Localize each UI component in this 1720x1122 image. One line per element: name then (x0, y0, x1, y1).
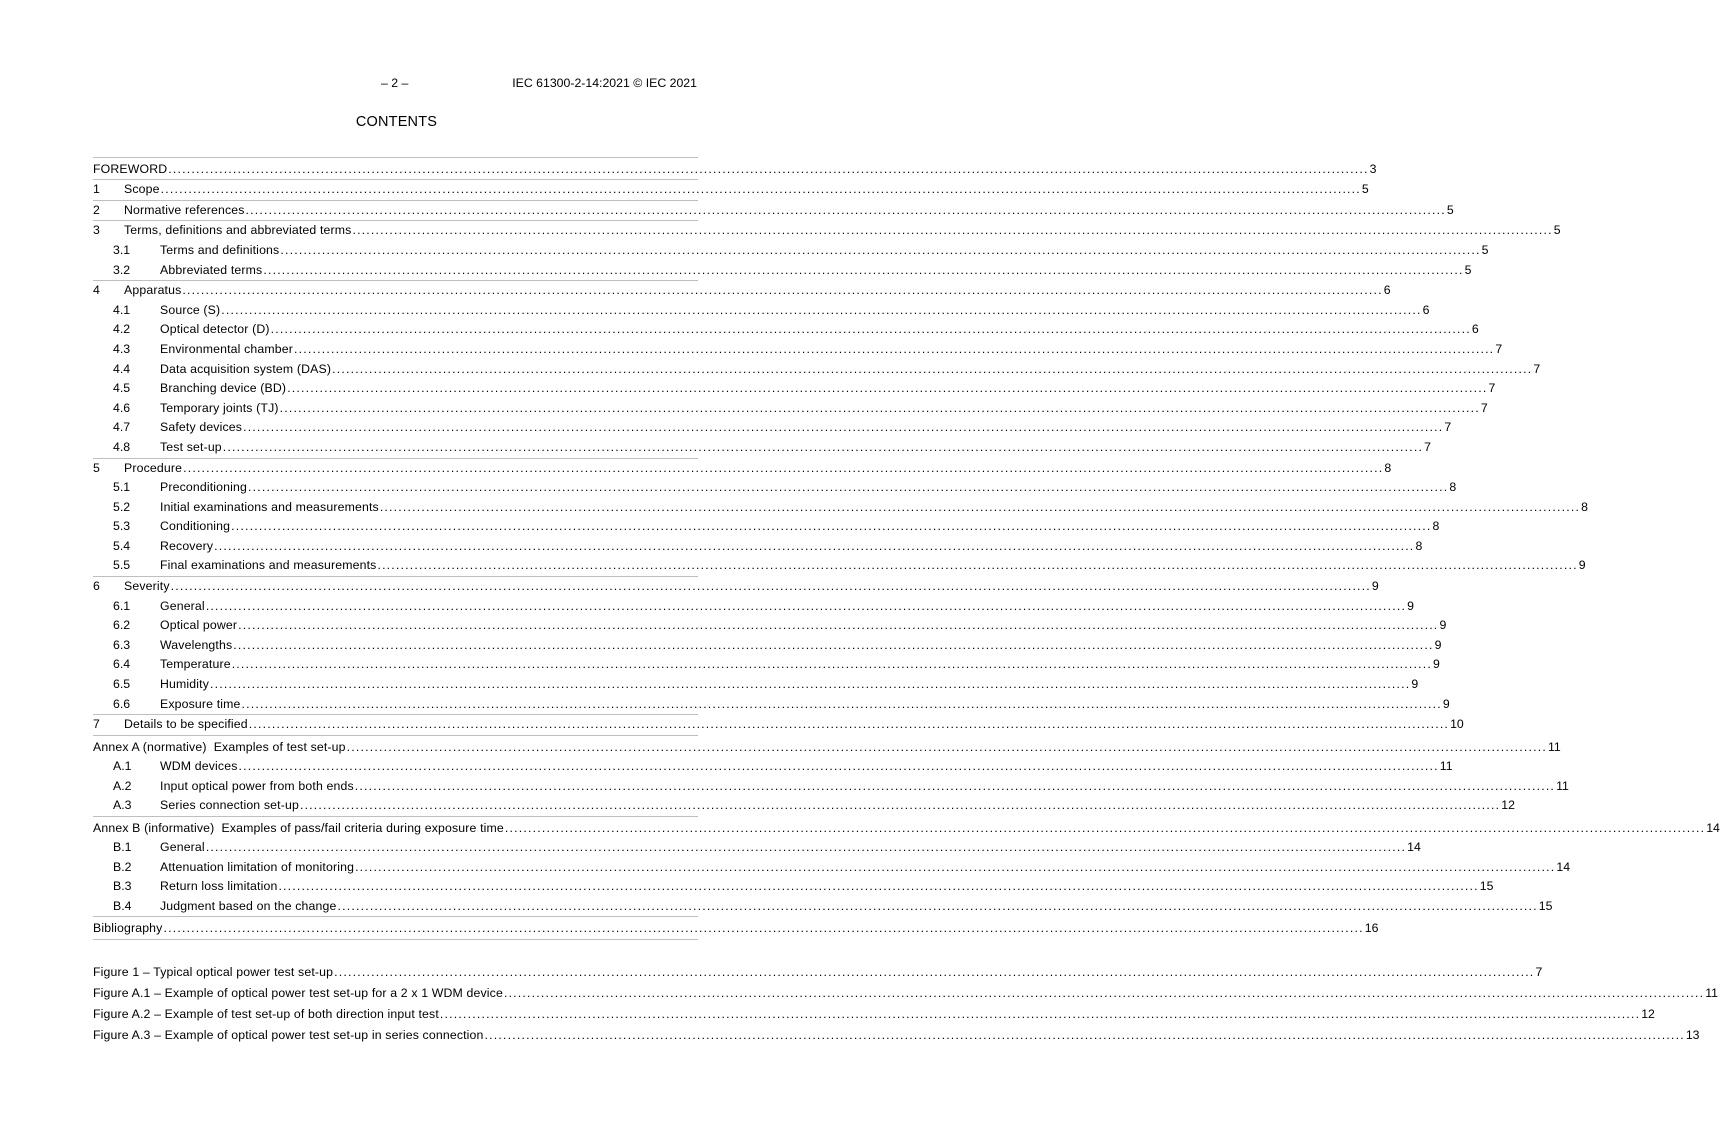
dot-leader: .................................................................................................................................................................................................................................................................... (238, 618, 1439, 633)
toc-entry-title: Attenuation limitation of monitoring (160, 859, 355, 874)
toc-entry-page: 8 (1384, 460, 1392, 475)
toc-entry-page: 8 (1581, 499, 1588, 514)
toc-entry-number: 6.5 (113, 677, 131, 692)
toc-entry-page: 9 (1439, 618, 1447, 633)
toc-entry-page: 6 (1471, 322, 1479, 337)
toc-entry-title: Humidity (160, 677, 210, 692)
toc-entry-title: Recovery (160, 538, 214, 553)
toc-entry-title: WDM devices (160, 759, 238, 773)
toc-entry-page: 13 (1685, 1028, 1700, 1042)
dot-leader: .................................................................................................................................................................................................................................................................... (160, 182, 1361, 197)
toc-entry-page: 7 (1444, 420, 1452, 435)
toc-entry-title: Abbreviated terms (160, 262, 263, 277)
toc-entry-title: Figure A.3 – Example of optical power test set-up in series connection (93, 1028, 484, 1042)
dot-leader: .................................................................................................................................................................................................................................................................... (484, 1028, 1685, 1042)
toc-entry-page: 7 (1533, 361, 1541, 376)
toc-entry-title: Temporary joints (TJ) (160, 400, 279, 415)
toc-entry-number: 1 (93, 182, 100, 197)
toc-entry[interactable] (93, 916, 1379, 938)
toc-entry[interactable] (93, 379, 1496, 399)
dot-leader: .................................................................................................................................................................................................................................................................... (439, 1007, 1641, 1021)
toc-entry-page: 10 (1450, 717, 1464, 732)
page-title: CONTENTS (355, 114, 438, 130)
toc-entry[interactable] (93, 179, 1369, 200)
dot-leader: .................................................................................................................................................................................................................................................................... (245, 202, 1446, 217)
dot-leader: .................................................................................................................................................................................................................................................................... (214, 538, 1415, 553)
dot-leader: .................................................................................................................................................................................................................................................................... (248, 480, 1449, 495)
toc-entry[interactable] (93, 877, 1494, 897)
dot-leader: .................................................................................................................................................................................................................................................................... (243, 420, 1444, 435)
toc-entry-page: 11 (1705, 986, 1719, 1000)
toc-entry-title: Figure 1 – Typical optical power test set-up (93, 965, 334, 979)
toc-entry-number: 5.5 (113, 558, 131, 573)
toc-entry-page: 9 (1432, 657, 1440, 672)
toc-entry-number: 6.3 (113, 637, 131, 652)
toc-entry[interactable] (93, 616, 1447, 636)
toc-entry-number: A.3 (113, 798, 132, 813)
toc-entry-page: 8 (1415, 538, 1423, 553)
toc-entry-number: 4.6 (113, 400, 131, 415)
toc-entry[interactable] (93, 714, 1464, 735)
toc-entry-page: 9 (1578, 558, 1586, 573)
toc-entry[interactable] (93, 200, 1454, 221)
toc-entry-page: 11 (1547, 739, 1561, 754)
toc-entry[interactable] (93, 695, 1450, 715)
dot-leader: .................................................................................................................................................................................................................................................................... (299, 798, 1501, 813)
toc-entry-title: Apparatus (124, 283, 182, 298)
toc-entry-page: 5 (1553, 223, 1561, 238)
toc-entry-title: Preconditioning (160, 480, 248, 495)
dot-leader: .................................................................................................................................................................................................................................................................... (279, 400, 1480, 415)
toc-entry-page: 14 (1407, 839, 1421, 854)
toc-entry-page: 5 (1446, 202, 1454, 217)
figure-entry[interactable] (93, 1004, 1655, 1025)
toc-entry[interactable] (93, 220, 1561, 241)
dot-leader: .................................................................................................................................................................................................................................................................... (183, 460, 1384, 475)
toc-entry[interactable] (93, 320, 1479, 340)
toc-entry-page: 12 (1641, 1007, 1655, 1021)
toc-entry-page: 15 (1538, 898, 1553, 913)
toc-entry-number: 2 (93, 202, 100, 217)
toc-entry-title: Annex B (informative) Examples of pass/fail criteria during exposure time (93, 820, 504, 835)
toc-entry-title: Bibliography (93, 921, 163, 936)
toc-entry-number: B.2 (113, 859, 132, 874)
dot-leader: .................................................................................................................................................................................................................................................................... (504, 820, 1706, 835)
dot-leader: .................................................................................................................................................................................................................................................................... (168, 162, 1369, 176)
toc-entry-title: Series connection set-up (160, 798, 299, 813)
toc-entry-title: Source (S) (160, 302, 221, 317)
dot-leader: .................................................................................................................................................................................................................................................................... (170, 579, 1371, 594)
toc-entry-page: 7 (1424, 439, 1431, 454)
dot-leader: .................................................................................................................................................................................................................................................................... (182, 283, 1383, 298)
dot-leader: .................................................................................................................................................................................................................................................................... (278, 879, 1479, 894)
toc-entry-title: Terms and definitions (160, 242, 280, 257)
toc-entry[interactable] (93, 675, 1419, 695)
toc-entry-page: 3 (1369, 162, 1377, 176)
toc-entry-title: Optical power (160, 618, 238, 633)
toc-entry-title: Conditioning (160, 519, 231, 534)
toc-entry[interactable] (93, 340, 1503, 360)
dot-leader: .................................................................................................................................................................................................................................................................... (205, 598, 1407, 613)
dot-leader: .................................................................................................................................................................................................................................................................... (270, 322, 1471, 337)
toc-entry-page: 15 (1479, 879, 1494, 894)
page-number: – 2 – (381, 76, 409, 90)
dot-leader: .................................................................................................................................................................................................................................................................... (379, 499, 1581, 514)
toc-entry[interactable] (93, 458, 1392, 479)
toc-entry-page: 11 (1556, 778, 1569, 793)
dot-leader: .................................................................................................................................................................................................................................................................... (221, 302, 1422, 317)
toc-entry-number: 6.4 (113, 657, 131, 672)
dot-leader: .................................................................................................................................................................................................................................................................... (222, 439, 1424, 454)
toc-entry-title: Figure A.2 – Example of test set-up of both direction input test (93, 1007, 439, 1021)
toc-entry-number: 4.3 (113, 341, 131, 356)
toc-entry-number: A.2 (113, 778, 132, 793)
toc-entry[interactable] (93, 399, 1488, 419)
toc-entry[interactable] (93, 655, 1440, 675)
toc-entry[interactable] (93, 838, 1421, 858)
toc-entry[interactable] (93, 418, 1452, 438)
toc-entry-number: 4.7 (113, 420, 131, 435)
toc-entry-title: Temperature (160, 657, 231, 672)
toc-entry-title: Exposure time (160, 696, 241, 711)
standard-reference: IEC 61300-2-14:2021 © IEC 2021 (512, 76, 697, 90)
dot-leader: .................................................................................................................................................................................................................................................................... (233, 637, 1434, 652)
toc-entry-page: 14 (1706, 820, 1720, 835)
toc-entry-title: Final examinations and measurements (160, 558, 377, 573)
toc-entry-page: 9 (1411, 677, 1419, 692)
toc-entry-page: 14 (1556, 859, 1571, 874)
dot-leader: .................................................................................................................................................................................................................................................................... (248, 717, 1450, 732)
toc-entry-title: Procedure (124, 460, 183, 475)
toc-entry-page: 7 (1535, 965, 1543, 979)
figure-entry[interactable] (93, 983, 1719, 1004)
toc-entry-page: 5 (1481, 242, 1489, 257)
toc-entry-title: Return loss limitation (160, 879, 278, 894)
toc-entry-title: Data acquisition system (DAS) (160, 361, 332, 376)
toc-entry[interactable] (93, 241, 1489, 261)
toc-entry[interactable] (93, 261, 1472, 281)
toc-entry-page: 9 (1371, 579, 1379, 594)
toc-entry-title: Optical detector (D) (160, 322, 270, 337)
dot-leader: .................................................................................................................................................................................................................................................................... (332, 361, 1533, 376)
toc-entry-number: B.3 (113, 879, 132, 894)
toc-entry-page: 6 (1422, 302, 1430, 317)
toc-entry-page: 7 (1495, 341, 1503, 356)
toc-entry-title: Input optical power from both ends (160, 778, 354, 793)
toc-entry-page: 9 (1442, 696, 1450, 711)
toc-entry-number: 5.2 (113, 499, 131, 514)
toc-entry[interactable] (93, 757, 1453, 777)
dot-leader: .................................................................................................................................................................................................................................................................... (354, 778, 1556, 793)
toc-entry-page: 11 (1439, 759, 1453, 773)
toc-entry[interactable] (93, 537, 1423, 557)
toc-entry-title: General (160, 598, 205, 613)
toc-entry-page: 5 (1464, 262, 1472, 277)
toc-entry-number: 4.4 (113, 361, 131, 376)
toc-entry-title: FOREWORD (93, 162, 168, 176)
toc-entry-page: 16 (1364, 921, 1379, 936)
dot-leader: .................................................................................................................................................................................................................................................................... (334, 965, 1535, 979)
toc-entry[interactable] (93, 576, 1379, 597)
toc-entry-title: General (160, 839, 205, 854)
toc-entry-number: 6.1 (113, 598, 131, 613)
toc-entry[interactable] (93, 517, 1440, 537)
toc-entry-title: Judgment based on the change (160, 898, 337, 913)
toc-entry[interactable] (93, 816, 1720, 838)
toc-entry[interactable] (93, 796, 1515, 816)
toc-entry-page: 8 (1449, 480, 1457, 495)
toc-entry[interactable] (93, 858, 1571, 878)
toc-entry-title: Details to be specified (124, 717, 248, 732)
toc-entry-number: 6.2 (113, 618, 131, 633)
toc-entry-number: A.1 (113, 759, 132, 773)
figure-entry[interactable] (93, 1025, 1700, 1046)
dot-leader: .................................................................................................................................................................................................................................................................... (337, 898, 1538, 913)
dot-leader: .................................................................................................................................................................................................................................................................... (231, 519, 1432, 534)
toc-entry-page: 9 (1434, 637, 1442, 652)
dot-leader: .................................................................................................................................................................................................................................................................... (210, 677, 1411, 692)
toc-entry[interactable] (93, 301, 1430, 321)
toc-entry-title: Figure A.1 – Example of optical power test set-up for a 2 x 1 WDM device (93, 986, 503, 1000)
toc-entry[interactable] (93, 157, 1377, 179)
toc-entry-number: 5 (93, 460, 100, 475)
toc-entry-number: 5.3 (113, 519, 131, 534)
toc-entry-title: Initial examinations and measurements (160, 499, 379, 514)
dot-leader: .................................................................................................................................................................................................................................................................... (231, 657, 1432, 672)
toc-entry-number: B.1 (113, 839, 132, 854)
toc-entry[interactable] (93, 735, 1561, 757)
toc-entry-page: 7 (1480, 400, 1488, 415)
dot-leader: .................................................................................................................................................................................................................................................................... (163, 921, 1364, 936)
dot-leader: .................................................................................................................................................................................................................................................................... (346, 739, 1547, 754)
dot-leader: .................................................................................................................................................................................................................................................................... (503, 986, 1705, 1000)
dot-leader: .................................................................................................................................................................................................................................................................... (352, 223, 1553, 238)
toc-entry-title: Annex A (normative) Examples of test set-up (93, 739, 346, 754)
page-header (0, 76, 793, 92)
dot-leader: .................................................................................................................................................................................................................................................................... (377, 558, 1578, 573)
toc-entry-page: 8 (1432, 519, 1440, 534)
toc-entry[interactable] (93, 777, 1569, 797)
toc-entry-number: 3 (93, 223, 100, 238)
dot-leader: .................................................................................................................................................................................................................................................................... (241, 696, 1442, 711)
dot-leader: .................................................................................................................................................................................................................................................................... (205, 839, 1407, 854)
toc-entry-number: 3.2 (113, 262, 131, 277)
toc-entry-page: 7 (1488, 381, 1496, 396)
dot-leader: .................................................................................................................................................................................................................................................................... (238, 759, 1439, 773)
toc-entry-number: 4.2 (113, 322, 131, 337)
toc-entry[interactable] (93, 360, 1541, 380)
toc-entry-title: Normative references (124, 202, 245, 217)
toc-entry-number: B.4 (113, 898, 132, 913)
toc-entry-page: 5 (1361, 182, 1369, 197)
toc-entry-title: Wavelengths (160, 637, 233, 652)
toc-entry-title: Severity (124, 579, 170, 594)
toc-entry[interactable] (93, 478, 1457, 498)
toc-entry-number: 5.4 (113, 538, 131, 553)
toc-entry[interactable] (93, 556, 1586, 576)
figure-entry[interactable] (93, 962, 1543, 983)
toc-entry-title: Scope (124, 182, 160, 197)
toc-entry[interactable] (93, 438, 1431, 458)
toc-entry-title: Environmental chamber (160, 341, 294, 356)
toc-entry-number: 4.8 (113, 439, 131, 454)
dot-leader: .................................................................................................................................................................................................................................................................... (355, 859, 1556, 874)
toc-entry-title: Safety devices (160, 420, 243, 435)
dot-leader: .................................................................................................................................................................................................................................................................... (280, 242, 1481, 257)
toc-entry[interactable] (93, 597, 1414, 617)
toc-entry-number: 5.1 (113, 480, 131, 495)
toc-entry[interactable] (93, 280, 1391, 301)
toc-entry-title: Terms, definitions and abbreviated terms (124, 223, 352, 238)
table-of-contents (93, 157, 1720, 940)
list-of-figures (93, 962, 1719, 1046)
toc-entry-number: 6.6 (113, 696, 131, 711)
dot-leader: .................................................................................................................................................................................................................................................................... (263, 262, 1464, 277)
dot-leader: .................................................................................................................................................................................................................................................................... (287, 381, 1488, 396)
toc-entry-page: 9 (1407, 598, 1414, 613)
toc-entry-page: 6 (1383, 283, 1391, 298)
toc-entry-title: Branching device (BD) (160, 381, 287, 396)
toc-entry-number: 4 (93, 283, 100, 298)
toc-entry-number: 6 (93, 579, 100, 594)
toc-entry[interactable] (93, 498, 1588, 518)
toc-entry-title: Test set-up (160, 439, 222, 454)
toc-entry-number: 7 (93, 717, 100, 732)
toc-entry-number: 4.5 (113, 381, 131, 396)
toc-entry-number: 3.1 (113, 242, 131, 257)
dot-leader: .................................................................................................................................................................................................................................................................... (294, 341, 1495, 356)
toc-entry-page: 12 (1501, 798, 1515, 813)
toc-entry[interactable] (93, 636, 1442, 656)
toc-entry[interactable] (93, 897, 1553, 917)
toc-entry-number: 4.1 (113, 302, 131, 317)
